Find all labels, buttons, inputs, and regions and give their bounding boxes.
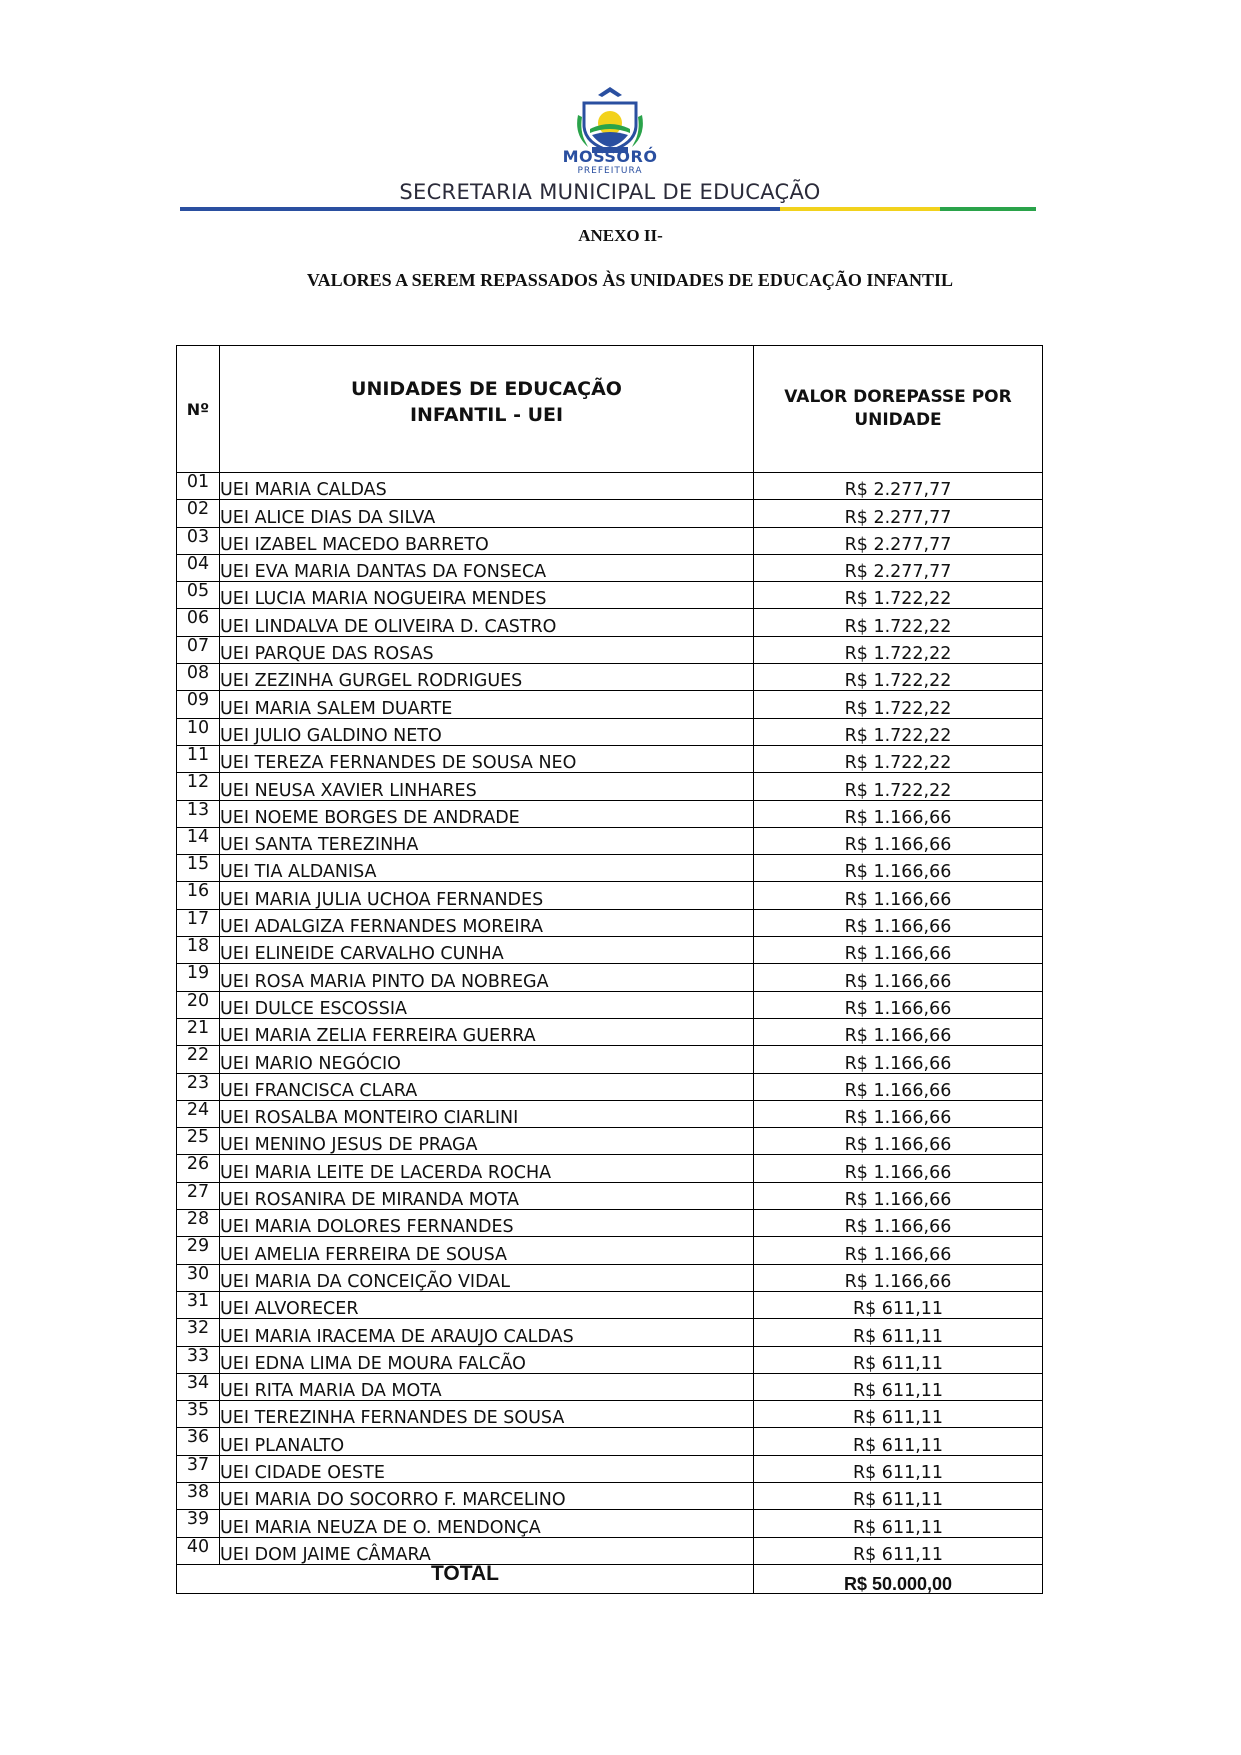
row-transfer-value: R$ 611,11 (754, 1537, 1043, 1564)
row-transfer-value: R$ 1.166,66 (754, 1073, 1043, 1100)
annex-title: ANEXO II- (578, 226, 663, 245)
row-number: 17 (177, 909, 220, 936)
row-transfer-value: R$ 1.166,66 (754, 1182, 1043, 1209)
row-unit-name: UEI IZABEL MACEDO BARRETO (220, 527, 754, 554)
row-transfer-value: R$ 2.277,77 (754, 527, 1043, 554)
row-transfer-value: R$ 1.166,66 (754, 827, 1043, 854)
row-number: 36 (177, 1428, 220, 1455)
row-transfer-value: R$ 611,11 (754, 1373, 1043, 1400)
table-row (177, 609, 1043, 636)
row-number: 30 (177, 1264, 220, 1291)
row-unit-name: UEI DULCE ESCOSSIA (220, 991, 754, 1018)
row-unit-name: UEI MARIA CALDAS (220, 473, 754, 500)
table-row (177, 500, 1043, 527)
row-number: 15 (177, 855, 220, 882)
document-subtitle: VALORES A SEREM REPASSADOS ÀS UNIDADES DE EDUCAÇÃO INFANTIL (306, 270, 954, 290)
row-transfer-value: R$ 1.166,66 (754, 1210, 1043, 1237)
total-value: R$ 50.000,00 (754, 1564, 1043, 1593)
brand-subtitle: PREFEITURA (577, 166, 643, 176)
table-row (177, 964, 1043, 991)
brand-name: MOSSORÓ (562, 147, 658, 166)
table-row (177, 1155, 1043, 1182)
row-unit-name: UEI TEREZA FERNANDES DE SOUSA NEO (220, 745, 754, 772)
table-row (177, 773, 1043, 800)
table-row (177, 554, 1043, 581)
total-row (177, 1564, 1043, 1593)
table-row (177, 882, 1043, 909)
table-row (177, 1210, 1043, 1237)
row-transfer-value: R$ 611,11 (754, 1401, 1043, 1428)
table-row (177, 800, 1043, 827)
row-unit-name: UEI PARQUE DAS ROSAS (220, 636, 754, 663)
row-number: 37 (177, 1455, 220, 1482)
row-unit-name: UEI ZEZINHA GURGEL RODRIGUES (220, 664, 754, 691)
row-unit-name: UEI MARIA DO SOCORRO F. MARCELINO (220, 1482, 754, 1509)
row-number: 23 (177, 1073, 220, 1100)
row-transfer-value: R$ 1.166,66 (754, 991, 1043, 1018)
row-transfer-value: R$ 1.166,66 (754, 1018, 1043, 1045)
row-transfer-value: R$ 611,11 (754, 1455, 1043, 1482)
row-transfer-value: R$ 1.722,22 (754, 691, 1043, 718)
row-transfer-value: R$ 1.166,66 (754, 909, 1043, 936)
row-unit-name: UEI MARIA SALEM DUARTE (220, 691, 754, 718)
row-transfer-value: R$ 611,11 (754, 1428, 1043, 1455)
row-transfer-value: R$ 611,11 (754, 1291, 1043, 1318)
table-row (177, 1237, 1043, 1264)
table-row (177, 1128, 1043, 1155)
table-row (177, 636, 1043, 663)
row-unit-name: UEI NOEME BORGES DE ANDRADE (220, 800, 754, 827)
row-unit-name: UEI MARIA DOLORES FERNANDES (220, 1210, 754, 1237)
row-number: 16 (177, 882, 220, 909)
row-number: 39 (177, 1510, 220, 1537)
table-row (177, 664, 1043, 691)
header-number: Nº (177, 346, 220, 473)
row-number: 11 (177, 745, 220, 772)
row-number: 05 (177, 582, 220, 609)
row-number: 35 (177, 1401, 220, 1428)
row-transfer-value: R$ 1.166,66 (754, 937, 1043, 964)
row-number: 22 (177, 1046, 220, 1073)
row-number: 13 (177, 800, 220, 827)
row-unit-name: UEI MARIA ZELIA FERREIRA GUERRA (220, 1018, 754, 1045)
row-unit-name: UEI LINDALVA DE OLIVEIRA D. CASTRO (220, 609, 754, 636)
row-unit-name: UEI EVA MARIA DANTAS DA FONSECA (220, 554, 754, 581)
row-number: 07 (177, 636, 220, 663)
row-transfer-value: R$ 1.166,66 (754, 800, 1043, 827)
row-unit-name: UEI ALVORECER (220, 1291, 754, 1318)
table-row (177, 991, 1043, 1018)
table-header-row (177, 346, 1043, 473)
row-unit-name: UEI EDNA LIMA DE MOURA FALCÃO (220, 1346, 754, 1373)
row-unit-name: UEI DOM JAIME CÂMARA (220, 1537, 754, 1564)
row-number: 33 (177, 1346, 220, 1373)
table-row (177, 1073, 1043, 1100)
row-number: 29 (177, 1237, 220, 1264)
row-number: 40 (177, 1537, 220, 1564)
row-number: 25 (177, 1128, 220, 1155)
row-unit-name: UEI TEREZINHA FERNANDES DE SOUSA (220, 1401, 754, 1428)
row-number: 08 (177, 664, 220, 691)
row-unit-name: UEI CIDADE OESTE (220, 1455, 754, 1482)
table-row (177, 1537, 1043, 1564)
row-transfer-value: R$ 2.277,77 (754, 500, 1043, 527)
table-row (177, 1510, 1043, 1537)
table-row (177, 745, 1043, 772)
row-number: 28 (177, 1210, 220, 1237)
table-row (177, 582, 1043, 609)
table-row (177, 527, 1043, 554)
row-number: 38 (177, 1482, 220, 1509)
divider-yellow (780, 207, 940, 211)
row-unit-name: UEI AMELIA FERREIRA DE SOUSA (220, 1237, 754, 1264)
row-number: 21 (177, 1018, 220, 1045)
table-row (177, 718, 1043, 745)
row-number: 02 (177, 500, 220, 527)
row-number: 09 (177, 691, 220, 718)
row-unit-name: UEI MARIO NEGÓCIO (220, 1046, 754, 1073)
row-transfer-value: R$ 1.722,22 (754, 609, 1043, 636)
row-unit-name: UEI FRANCISCA CLARA (220, 1073, 754, 1100)
row-unit-name: UEI ADALGIZA FERNANDES MOREIRA (220, 909, 754, 936)
row-unit-name: UEI MARIA DA CONCEIÇÃO VIDAL (220, 1264, 754, 1291)
table-row (177, 691, 1043, 718)
row-transfer-value: R$ 1.722,22 (754, 664, 1043, 691)
row-number: 10 (177, 718, 220, 745)
row-number: 06 (177, 609, 220, 636)
table-row (177, 1455, 1043, 1482)
row-unit-name: UEI MARIA NEUZA DE O. MENDONÇA (220, 1510, 754, 1537)
row-transfer-value: R$ 1.166,66 (754, 1128, 1043, 1155)
letterhead (180, 85, 1040, 215)
divider-green (940, 207, 1036, 211)
row-number: 03 (177, 527, 220, 554)
row-unit-name: UEI MARIA IRACEMA DE ARAUJO CALDAS (220, 1319, 754, 1346)
row-unit-name: UEI RITA MARIA DA MOTA (220, 1373, 754, 1400)
table-row (177, 1482, 1043, 1509)
values-table (176, 345, 1043, 1594)
row-transfer-value: R$ 1.722,22 (754, 745, 1043, 772)
row-transfer-value: R$ 611,11 (754, 1482, 1043, 1509)
row-unit-name: UEI ALICE DIAS DA SILVA (220, 500, 754, 527)
row-unit-name: UEI MARIA JULIA UCHOA FERNANDES (220, 882, 754, 909)
row-transfer-value: R$ 1.722,22 (754, 582, 1043, 609)
row-unit-name: UEI TIA ALDANISA (220, 855, 754, 882)
header-transfer-value-text: VALOR DOREPASSE POR UNIDADE (784, 387, 1012, 430)
table-row (177, 1046, 1043, 1073)
row-number: 20 (177, 991, 220, 1018)
table-row (177, 1182, 1043, 1209)
row-unit-name: UEI NEUSA XAVIER LINHARES (220, 773, 754, 800)
table-row (177, 1100, 1043, 1127)
row-number: 04 (177, 554, 220, 581)
row-number: 24 (177, 1100, 220, 1127)
row-transfer-value: R$ 611,11 (754, 1346, 1043, 1373)
table-row (177, 1291, 1043, 1318)
row-number: 12 (177, 773, 220, 800)
row-number: 26 (177, 1155, 220, 1182)
row-transfer-value: R$ 1.166,66 (754, 855, 1043, 882)
table-row (177, 937, 1043, 964)
row-transfer-value: R$ 1.166,66 (754, 1100, 1043, 1127)
row-number: 18 (177, 937, 220, 964)
row-unit-name: UEI ELINEIDE CARVALHO CUNHA (220, 937, 754, 964)
row-transfer-value: R$ 1.166,66 (754, 1264, 1043, 1291)
mossoro-coat-of-arms-icon (570, 85, 650, 155)
row-transfer-value: R$ 1.166,66 (754, 1237, 1043, 1264)
row-transfer-value: R$ 1.722,22 (754, 718, 1043, 745)
row-number: 31 (177, 1291, 220, 1318)
table-row (177, 1264, 1043, 1291)
row-unit-name: UEI ROSALBA MONTEIRO CIARLINI (220, 1100, 754, 1127)
table-row (177, 473, 1043, 500)
row-transfer-value: R$ 2.277,77 (754, 554, 1043, 581)
row-number: 01 (177, 473, 220, 500)
table-row (177, 1346, 1043, 1373)
table-row (177, 827, 1043, 854)
row-transfer-value: R$ 1.166,66 (754, 882, 1043, 909)
total-label: TOTAL (177, 1564, 754, 1593)
table-row (177, 1401, 1043, 1428)
row-number: 27 (177, 1182, 220, 1209)
header-unit-name (220, 346, 754, 473)
row-transfer-value: R$ 1.166,66 (754, 1046, 1043, 1073)
table-row (177, 1319, 1043, 1346)
row-transfer-value: R$ 1.722,22 (754, 773, 1043, 800)
tricolor-divider (180, 207, 1036, 211)
row-number: 34 (177, 1373, 220, 1400)
row-transfer-value: R$ 1.722,22 (754, 636, 1043, 663)
department-name: SECRETARIA MUNICIPAL DE EDUCAÇÃO (399, 180, 821, 204)
header-transfer-value (754, 346, 1043, 473)
divider-blue (180, 207, 780, 211)
row-unit-name: UEI ROSA MARIA PINTO DA NOBREGA (220, 964, 754, 991)
table-row (177, 909, 1043, 936)
row-number: 14 (177, 827, 220, 854)
header-unit-name-text: UNIDADES DE EDUCAÇÃO INFANTIL - UEI (351, 378, 622, 426)
table-row (177, 1018, 1043, 1045)
row-transfer-value: R$ 1.166,66 (754, 1155, 1043, 1182)
row-number: 19 (177, 964, 220, 991)
row-unit-name: UEI ROSANIRA DE MIRANDA MOTA (220, 1182, 754, 1209)
row-transfer-value: R$ 2.277,77 (754, 473, 1043, 500)
row-unit-name: UEI LUCIA MARIA NOGUEIRA MENDES (220, 582, 754, 609)
table-body (177, 473, 1043, 1565)
row-transfer-value: R$ 1.166,66 (754, 964, 1043, 991)
row-unit-name: UEI MARIA LEITE DE LACERDA ROCHA (220, 1155, 754, 1182)
table-row (177, 855, 1043, 882)
row-transfer-value: R$ 611,11 (754, 1319, 1043, 1346)
row-unit-name: UEI SANTA TEREZINHA (220, 827, 754, 854)
table-row (177, 1428, 1043, 1455)
row-transfer-value: R$ 611,11 (754, 1510, 1043, 1537)
row-unit-name: UEI JULIO GALDINO NETO (220, 718, 754, 745)
row-unit-name: UEI MENINO JESUS DE PRAGA (220, 1128, 754, 1155)
row-unit-name: UEI PLANALTO (220, 1428, 754, 1455)
table-row (177, 1373, 1043, 1400)
row-number: 32 (177, 1319, 220, 1346)
